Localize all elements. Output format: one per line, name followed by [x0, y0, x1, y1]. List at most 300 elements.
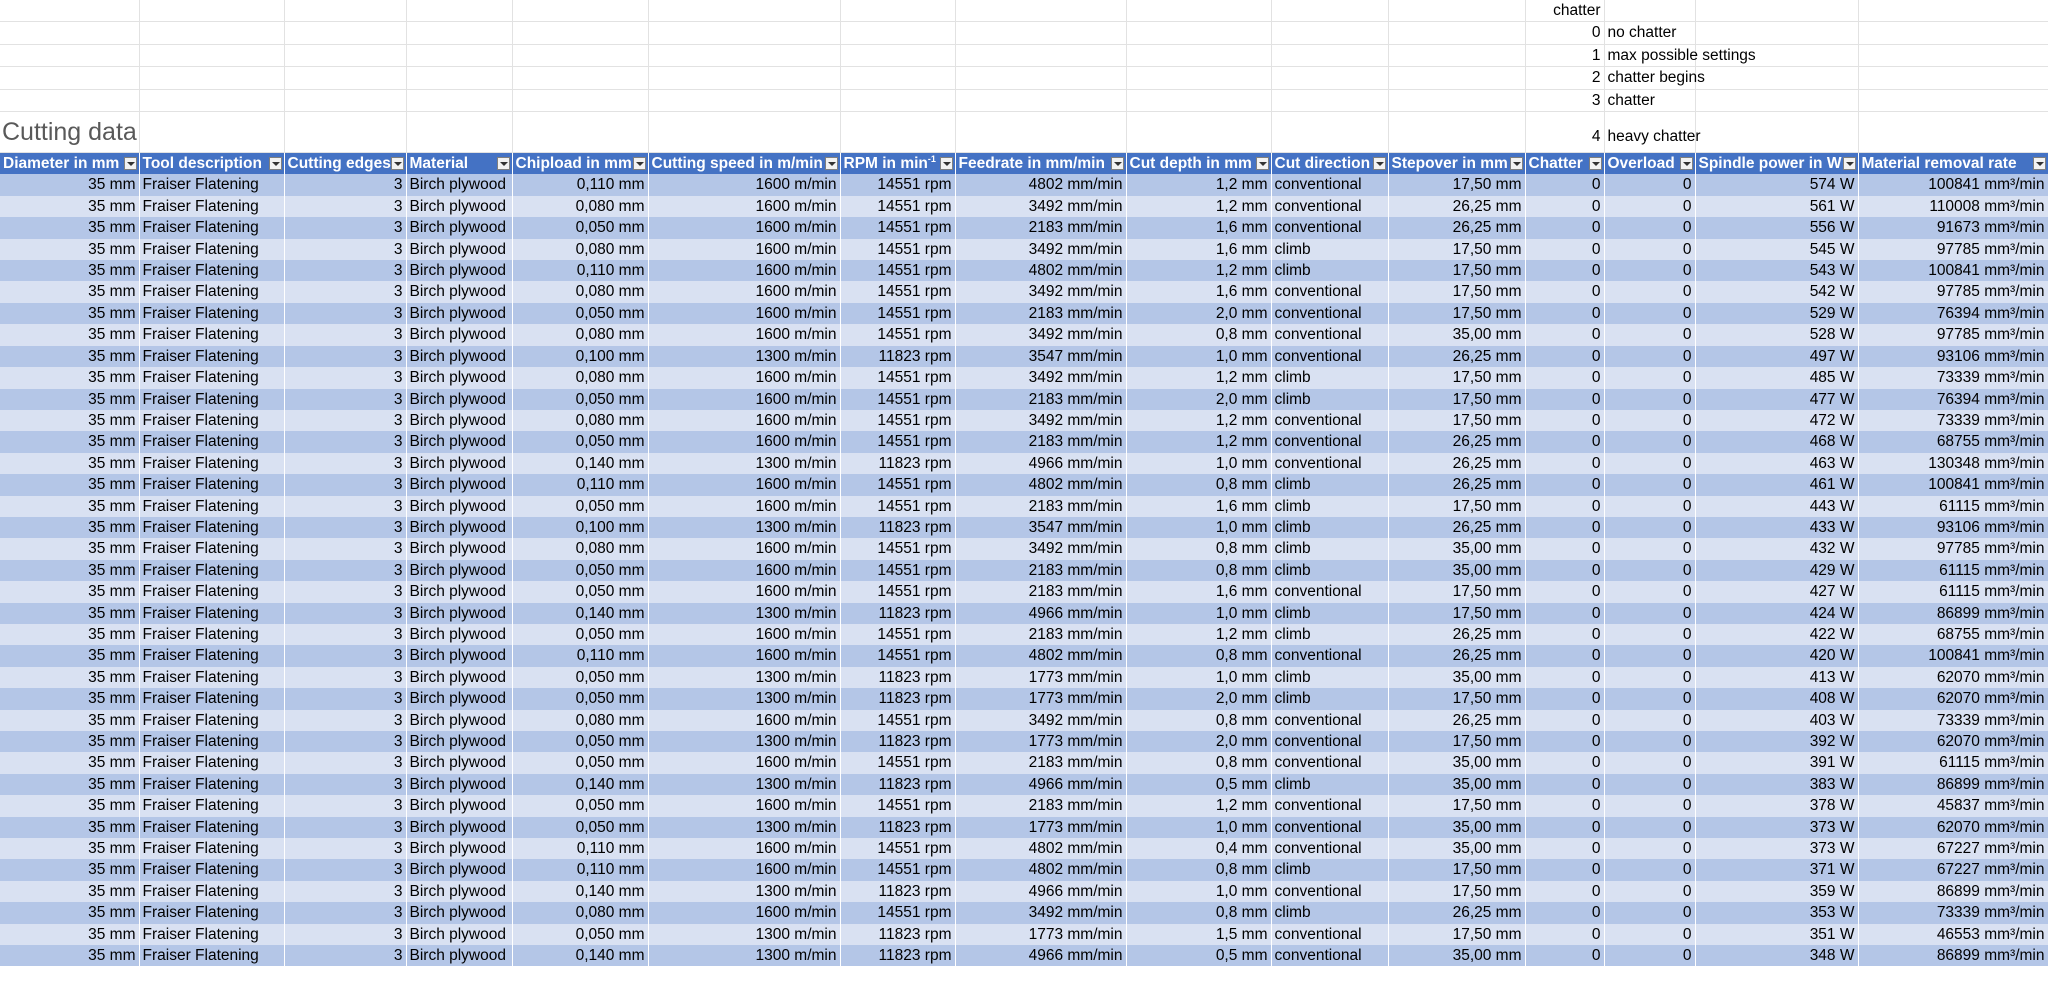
cell-spindle-power-in-w[interactable]: 472 W — [1695, 410, 1858, 431]
cell-spindle-power-in-w[interactable]: 373 W — [1695, 817, 1858, 838]
cell-spindle-power-in-w[interactable]: 529 W — [1695, 303, 1858, 324]
cell-stepover-in-mm[interactable]: 26,25 mm — [1388, 710, 1525, 731]
cell-cut-depth-in-mm[interactable]: 1,2 mm — [1126, 410, 1271, 431]
legend-code[interactable]: 4 — [1525, 112, 1604, 153]
cell-stepover-in-mm[interactable]: 35,00 mm — [1388, 667, 1525, 688]
filter-dropdown-icon[interactable] — [269, 157, 282, 170]
cell-feedrate-in-mm-min[interactable]: 1773 mm/min — [955, 688, 1126, 709]
cell-tool-description[interactable]: Fraiser Flatening — [139, 774, 284, 795]
cell-material[interactable]: Birch plywood — [406, 645, 512, 666]
cell-rpm-in-min[interactable]: 14551 rpm — [840, 260, 955, 281]
cell-spindle-power-in-w[interactable]: 427 W — [1695, 581, 1858, 602]
cell-chatter[interactable]: 0 — [1525, 795, 1604, 816]
cell-material-removal-rate[interactable]: 73339 mm³/min — [1858, 902, 2048, 923]
cell-tool-description[interactable]: Fraiser Flatening — [139, 581, 284, 602]
cell-feedrate-in-mm-min[interactable]: 2183 mm/min — [955, 560, 1126, 581]
cell-tool-description[interactable]: Fraiser Flatening — [139, 881, 284, 902]
cell-diameter-in-mm[interactable]: 35 mm — [0, 217, 139, 238]
cell-cut-depth-in-mm[interactable]: 1,2 mm — [1126, 174, 1271, 195]
cell-cutting-speed-in-m-min[interactable]: 1600 m/min — [648, 367, 840, 388]
cell-rpm-in-min[interactable]: 14551 rpm — [840, 389, 955, 410]
cell-cut-direction[interactable]: conventional — [1271, 752, 1388, 773]
filter-dropdown-icon[interactable] — [1510, 157, 1523, 170]
cell-cut-direction[interactable]: climb — [1271, 688, 1388, 709]
cell-stepover-in-mm[interactable]: 17,50 mm — [1388, 239, 1525, 260]
cell-cutting-edges[interactable]: 3 — [284, 710, 406, 731]
cell-rpm-in-min[interactable]: 11823 rpm — [840, 774, 955, 795]
cell-overload[interactable]: 0 — [1604, 624, 1695, 645]
cell-material[interactable]: Birch plywood — [406, 260, 512, 281]
cell-material-removal-rate[interactable]: 67227 mm³/min — [1858, 859, 2048, 880]
header-cutting-speed-in-m-min[interactable] — [648, 153, 840, 175]
cell-cut-direction[interactable]: climb — [1271, 859, 1388, 880]
cell-rpm-in-min[interactable]: 11823 rpm — [840, 346, 955, 367]
table-title[interactable]: Cutting data — [0, 112, 139, 153]
header-chipload-in-mm[interactable] — [512, 153, 648, 175]
cell-material-removal-rate[interactable]: 62070 mm³/min — [1858, 688, 2048, 709]
cell-chipload-in-mm[interactable]: 0,080 mm — [512, 538, 648, 559]
cell-overload[interactable]: 0 — [1604, 688, 1695, 709]
cell-spindle-power-in-w[interactable]: 485 W — [1695, 367, 1858, 388]
cell-cutting-edges[interactable]: 3 — [284, 324, 406, 345]
cell-feedrate-in-mm-min[interactable]: 1773 mm/min — [955, 667, 1126, 688]
cell-cut-direction[interactable]: climb — [1271, 774, 1388, 795]
cell-overload[interactable]: 0 — [1604, 645, 1695, 666]
cell-cutting-edges[interactable]: 3 — [284, 902, 406, 923]
cell-tool-description[interactable]: Fraiser Flatening — [139, 859, 284, 880]
cell-diameter-in-mm[interactable]: 35 mm — [0, 902, 139, 923]
cell-diameter-in-mm[interactable]: 35 mm — [0, 453, 139, 474]
cell-cutting-speed-in-m-min[interactable]: 1600 m/min — [648, 174, 840, 195]
cell-cutting-speed-in-m-min[interactable]: 1300 m/min — [648, 688, 840, 709]
cell-chipload-in-mm[interactable]: 0,080 mm — [512, 902, 648, 923]
cell-chatter[interactable]: 0 — [1525, 389, 1604, 410]
cell-tool-description[interactable]: Fraiser Flatening — [139, 431, 284, 452]
cell-chatter[interactable]: 0 — [1525, 924, 1604, 945]
cell-cut-depth-in-mm[interactable]: 1,2 mm — [1126, 196, 1271, 217]
cell-cutting-speed-in-m-min[interactable]: 1600 m/min — [648, 902, 840, 923]
cell-cut-depth-in-mm[interactable]: 0,8 mm — [1126, 902, 1271, 923]
cell-spindle-power-in-w[interactable]: 429 W — [1695, 560, 1858, 581]
cell-overload[interactable]: 0 — [1604, 817, 1695, 838]
cell-cut-depth-in-mm[interactable]: 1,2 mm — [1126, 367, 1271, 388]
cell-chatter[interactable]: 0 — [1525, 174, 1604, 195]
cell-cut-depth-in-mm[interactable]: 1,0 mm — [1126, 346, 1271, 367]
cell-chatter[interactable]: 0 — [1525, 217, 1604, 238]
cell-diameter-in-mm[interactable]: 35 mm — [0, 731, 139, 752]
cell-material[interactable]: Birch plywood — [406, 774, 512, 795]
cell-material[interactable]: Birch plywood — [406, 474, 512, 495]
cell-material-removal-rate[interactable]: 100841 mm³/min — [1858, 474, 2048, 495]
cell-diameter-in-mm[interactable]: 35 mm — [0, 496, 139, 517]
cell-material-removal-rate[interactable]: 130348 mm³/min — [1858, 453, 2048, 474]
cell-stepover-in-mm[interactable]: 35,00 mm — [1388, 538, 1525, 559]
cell-chatter[interactable]: 0 — [1525, 431, 1604, 452]
cell-cutting-edges[interactable]: 3 — [284, 431, 406, 452]
cell-chatter[interactable]: 0 — [1525, 239, 1604, 260]
cell-tool-description[interactable]: Fraiser Flatening — [139, 538, 284, 559]
cell-material-removal-rate[interactable]: 67227 mm³/min — [1858, 838, 2048, 859]
cell-stepover-in-mm[interactable]: 17,50 mm — [1388, 603, 1525, 624]
cell-material[interactable]: Birch plywood — [406, 945, 512, 966]
cell-overload[interactable]: 0 — [1604, 752, 1695, 773]
cell-tool-description[interactable]: Fraiser Flatening — [139, 389, 284, 410]
cell-tool-description[interactable]: Fraiser Flatening — [139, 731, 284, 752]
cell-cut-depth-in-mm[interactable]: 1,6 mm — [1126, 496, 1271, 517]
cell-material-removal-rate[interactable]: 62070 mm³/min — [1858, 731, 2048, 752]
cell-spindle-power-in-w[interactable]: 420 W — [1695, 645, 1858, 666]
cell-material[interactable]: Birch plywood — [406, 838, 512, 859]
cell-material-removal-rate[interactable]: 68755 mm³/min — [1858, 624, 2048, 645]
cell-material[interactable]: Birch plywood — [406, 731, 512, 752]
cell-cutting-edges[interactable]: 3 — [284, 688, 406, 709]
cell-cutting-edges[interactable]: 3 — [284, 281, 406, 302]
cell-tool-description[interactable]: Fraiser Flatening — [139, 795, 284, 816]
legend-label[interactable]: heavy chatter — [1604, 112, 1695, 153]
cell-overload[interactable]: 0 — [1604, 346, 1695, 367]
cell-material-removal-rate[interactable]: 91673 mm³/min — [1858, 217, 2048, 238]
cell-cut-direction[interactable]: conventional — [1271, 945, 1388, 966]
cell-diameter-in-mm[interactable]: 35 mm — [0, 346, 139, 367]
cell-spindle-power-in-w[interactable]: 392 W — [1695, 731, 1858, 752]
header-tool-description[interactable] — [139, 153, 284, 175]
cell-overload[interactable]: 0 — [1604, 603, 1695, 624]
cell-cutting-speed-in-m-min[interactable]: 1600 m/min — [648, 581, 840, 602]
cell-stepover-in-mm[interactable]: 35,00 mm — [1388, 752, 1525, 773]
cell-tool-description[interactable]: Fraiser Flatening — [139, 924, 284, 945]
cell-chatter[interactable]: 0 — [1525, 260, 1604, 281]
cell-stepover-in-mm[interactable]: 26,25 mm — [1388, 517, 1525, 538]
cell-rpm-in-min[interactable]: 14551 rpm — [840, 303, 955, 324]
legend-label[interactable]: chatter begins — [1604, 67, 1695, 89]
cell-chatter[interactable]: 0 — [1525, 838, 1604, 859]
cell-material-removal-rate[interactable]: 93106 mm³/min — [1858, 517, 2048, 538]
filter-dropdown-icon[interactable] — [497, 157, 510, 170]
cell-feedrate-in-mm-min[interactable]: 2183 mm/min — [955, 581, 1126, 602]
cell-cut-direction[interactable]: climb — [1271, 367, 1388, 388]
cell-feedrate-in-mm-min[interactable]: 4966 mm/min — [955, 453, 1126, 474]
cell-feedrate-in-mm-min[interactable]: 4966 mm/min — [955, 603, 1126, 624]
cell-chatter[interactable]: 0 — [1525, 624, 1604, 645]
cell-tool-description[interactable]: Fraiser Flatening — [139, 474, 284, 495]
cell-chipload-in-mm[interactable]: 0,100 mm — [512, 346, 648, 367]
cell-diameter-in-mm[interactable]: 35 mm — [0, 389, 139, 410]
cell-cut-depth-in-mm[interactable]: 1,0 mm — [1126, 817, 1271, 838]
cell-material-removal-rate[interactable]: 76394 mm³/min — [1858, 303, 2048, 324]
cell-cut-direction[interactable]: conventional — [1271, 581, 1388, 602]
cell-cut-depth-in-mm[interactable]: 2,0 mm — [1126, 389, 1271, 410]
cell-spindle-power-in-w[interactable]: 383 W — [1695, 774, 1858, 795]
cell-material-removal-rate[interactable]: 93106 mm³/min — [1858, 346, 2048, 367]
header-chatter[interactable] — [1525, 153, 1604, 175]
cell-cutting-speed-in-m-min[interactable]: 1600 m/min — [648, 538, 840, 559]
cell-cut-depth-in-mm[interactable]: 0,5 mm — [1126, 774, 1271, 795]
cell-rpm-in-min[interactable]: 14551 rpm — [840, 324, 955, 345]
cell-material[interactable]: Birch plywood — [406, 217, 512, 238]
cell-feedrate-in-mm-min[interactable]: 4802 mm/min — [955, 838, 1126, 859]
cell-cut-depth-in-mm[interactable]: 0,8 mm — [1126, 752, 1271, 773]
cell-chatter[interactable]: 0 — [1525, 303, 1604, 324]
cell-material[interactable]: Birch plywood — [406, 496, 512, 517]
header-cutting-edges[interactable] — [284, 153, 406, 175]
cell-tool-description[interactable]: Fraiser Flatening — [139, 196, 284, 217]
cell-material[interactable]: Birch plywood — [406, 881, 512, 902]
cell-diameter-in-mm[interactable]: 35 mm — [0, 239, 139, 260]
cell-rpm-in-min[interactable]: 11823 rpm — [840, 881, 955, 902]
cell-spindle-power-in-w[interactable]: 545 W — [1695, 239, 1858, 260]
cell-chipload-in-mm[interactable]: 0,140 mm — [512, 774, 648, 795]
cell-chatter[interactable]: 0 — [1525, 774, 1604, 795]
cell-rpm-in-min[interactable]: 14551 rpm — [840, 560, 955, 581]
cell-cut-direction[interactable]: climb — [1271, 538, 1388, 559]
filter-dropdown-icon[interactable] — [1589, 157, 1602, 170]
cell-cut-direction[interactable]: conventional — [1271, 303, 1388, 324]
cell-cut-direction[interactable]: climb — [1271, 474, 1388, 495]
cell-cutting-edges[interactable]: 3 — [284, 217, 406, 238]
cell-rpm-in-min[interactable]: 14551 rpm — [840, 496, 955, 517]
cell-chipload-in-mm[interactable]: 0,080 mm — [512, 410, 648, 431]
cell-rpm-in-min[interactable]: 14551 rpm — [840, 174, 955, 195]
cell-diameter-in-mm[interactable]: 35 mm — [0, 196, 139, 217]
cell-material-removal-rate[interactable]: 110008 mm³/min — [1858, 196, 2048, 217]
cell-material[interactable]: Birch plywood — [406, 453, 512, 474]
cell-cut-direction[interactable]: conventional — [1271, 453, 1388, 474]
cell-stepover-in-mm[interactable]: 26,25 mm — [1388, 196, 1525, 217]
cell-rpm-in-min[interactable]: 14551 rpm — [840, 838, 955, 859]
cell-rpm-in-min[interactable]: 14551 rpm — [840, 431, 955, 452]
cell-chipload-in-mm[interactable]: 0,110 mm — [512, 260, 648, 281]
cell-overload[interactable]: 0 — [1604, 538, 1695, 559]
cell-material[interactable]: Birch plywood — [406, 239, 512, 260]
cell-rpm-in-min[interactable]: 14551 rpm — [840, 902, 955, 923]
cell-stepover-in-mm[interactable]: 17,50 mm — [1388, 881, 1525, 902]
cell-diameter-in-mm[interactable]: 35 mm — [0, 924, 139, 945]
cell-diameter-in-mm[interactable]: 35 mm — [0, 410, 139, 431]
cell-cutting-speed-in-m-min[interactable]: 1300 m/min — [648, 945, 840, 966]
cell-diameter-in-mm[interactable]: 35 mm — [0, 645, 139, 666]
cell-cutting-edges[interactable]: 3 — [284, 645, 406, 666]
cell-cut-depth-in-mm[interactable]: 1,0 mm — [1126, 453, 1271, 474]
cell-material[interactable]: Birch plywood — [406, 667, 512, 688]
cell-tool-description[interactable]: Fraiser Flatening — [139, 624, 284, 645]
cell-material-removal-rate[interactable]: 100841 mm³/min — [1858, 174, 2048, 195]
cell-cutting-edges[interactable]: 3 — [284, 517, 406, 538]
cell-cut-depth-in-mm[interactable]: 0,8 mm — [1126, 324, 1271, 345]
cell-cutting-speed-in-m-min[interactable]: 1600 m/min — [648, 496, 840, 517]
cell-cut-direction[interactable]: conventional — [1271, 795, 1388, 816]
cell-feedrate-in-mm-min[interactable]: 3492 mm/min — [955, 410, 1126, 431]
cell-feedrate-in-mm-min[interactable]: 2183 mm/min — [955, 624, 1126, 645]
cell-chipload-in-mm[interactable]: 0,050 mm — [512, 624, 648, 645]
cell-cut-depth-in-mm[interactable]: 1,2 mm — [1126, 260, 1271, 281]
cell-overload[interactable]: 0 — [1604, 260, 1695, 281]
filter-dropdown-icon[interactable] — [1256, 157, 1269, 170]
legend-code[interactable]: 0 — [1525, 22, 1604, 44]
cell-feedrate-in-mm-min[interactable]: 2183 mm/min — [955, 431, 1126, 452]
cell-diameter-in-mm[interactable]: 35 mm — [0, 174, 139, 195]
cell-cut-depth-in-mm[interactable]: 1,0 mm — [1126, 517, 1271, 538]
cell-overload[interactable]: 0 — [1604, 859, 1695, 880]
cell-cut-depth-in-mm[interactable]: 1,0 mm — [1126, 881, 1271, 902]
cell-diameter-in-mm[interactable]: 35 mm — [0, 538, 139, 559]
cell-chipload-in-mm[interactable]: 0,080 mm — [512, 324, 648, 345]
cell-cut-depth-in-mm[interactable]: 0,4 mm — [1126, 838, 1271, 859]
cell-overload[interactable]: 0 — [1604, 174, 1695, 195]
cell-tool-description[interactable]: Fraiser Flatening — [139, 902, 284, 923]
cell-stepover-in-mm[interactable]: 26,25 mm — [1388, 474, 1525, 495]
cell-material-removal-rate[interactable]: 97785 mm³/min — [1858, 239, 2048, 260]
cell-chipload-in-mm[interactable]: 0,110 mm — [512, 174, 648, 195]
filter-dropdown-icon[interactable] — [2033, 157, 2046, 170]
cell-material[interactable]: Birch plywood — [406, 367, 512, 388]
cell-tool-description[interactable]: Fraiser Flatening — [139, 453, 284, 474]
cell-chatter[interactable]: 0 — [1525, 752, 1604, 773]
cell-stepover-in-mm[interactable]: 26,25 mm — [1388, 624, 1525, 645]
cell-rpm-in-min[interactable]: 11823 rpm — [840, 603, 955, 624]
legend-code[interactable]: 3 — [1525, 89, 1604, 111]
cell-overload[interactable]: 0 — [1604, 731, 1695, 752]
cell-cut-direction[interactable]: climb — [1271, 560, 1388, 581]
cell-rpm-in-min[interactable]: 11823 rpm — [840, 924, 955, 945]
cell-cut-depth-in-mm[interactable]: 1,0 mm — [1126, 603, 1271, 624]
cell-overload[interactable]: 0 — [1604, 795, 1695, 816]
cell-diameter-in-mm[interactable]: 35 mm — [0, 324, 139, 345]
filter-dropdown-icon[interactable] — [1843, 157, 1856, 170]
filter-dropdown-icon[interactable] — [825, 157, 838, 170]
cell-cutting-speed-in-m-min[interactable]: 1600 m/min — [648, 324, 840, 345]
header-stepover-in-mm[interactable] — [1388, 153, 1525, 175]
cell-cutting-speed-in-m-min[interactable]: 1600 m/min — [648, 410, 840, 431]
cell-overload[interactable]: 0 — [1604, 431, 1695, 452]
cell-cut-direction[interactable]: conventional — [1271, 324, 1388, 345]
cell-chipload-in-mm[interactable]: 0,080 mm — [512, 281, 648, 302]
cell-spindle-power-in-w[interactable]: 371 W — [1695, 859, 1858, 880]
cell-rpm-in-min[interactable]: 14551 rpm — [840, 624, 955, 645]
cell-cut-depth-in-mm[interactable]: 0,5 mm — [1126, 945, 1271, 966]
cell-rpm-in-min[interactable]: 14551 rpm — [840, 217, 955, 238]
cell-diameter-in-mm[interactable]: 35 mm — [0, 688, 139, 709]
cell-cut-depth-in-mm[interactable]: 1,5 mm — [1126, 924, 1271, 945]
cell-feedrate-in-mm-min[interactable]: 2183 mm/min — [955, 752, 1126, 773]
cell-tool-description[interactable]: Fraiser Flatening — [139, 752, 284, 773]
cell-cut-direction[interactable]: conventional — [1271, 731, 1388, 752]
cell-chipload-in-mm[interactable]: 0,050 mm — [512, 752, 648, 773]
cell-cutting-edges[interactable]: 3 — [284, 496, 406, 517]
cell-cutting-speed-in-m-min[interactable]: 1300 m/min — [648, 346, 840, 367]
cell-diameter-in-mm[interactable]: 35 mm — [0, 367, 139, 388]
cell-cut-depth-in-mm[interactable]: 0,8 mm — [1126, 560, 1271, 581]
cell-cut-depth-in-mm[interactable]: 0,8 mm — [1126, 859, 1271, 880]
cell-chatter[interactable]: 0 — [1525, 410, 1604, 431]
cell-cut-direction[interactable]: conventional — [1271, 881, 1388, 902]
cell-material-removal-rate[interactable]: 61115 mm³/min — [1858, 752, 2048, 773]
legend-label[interactable]: chatter — [1604, 89, 1695, 111]
cell-feedrate-in-mm-min[interactable]: 2183 mm/min — [955, 795, 1126, 816]
cell-cut-depth-in-mm[interactable]: 0,8 mm — [1126, 474, 1271, 495]
cell-cutting-speed-in-m-min[interactable]: 1300 m/min — [648, 517, 840, 538]
cell-chatter[interactable]: 0 — [1525, 560, 1604, 581]
cell-cutting-edges[interactable]: 3 — [284, 560, 406, 581]
cell-chipload-in-mm[interactable]: 0,110 mm — [512, 474, 648, 495]
cell-cut-direction[interactable]: climb — [1271, 517, 1388, 538]
cell-cut-direction[interactable]: conventional — [1271, 924, 1388, 945]
cell-chatter[interactable]: 0 — [1525, 881, 1604, 902]
cell-diameter-in-mm[interactable]: 35 mm — [0, 859, 139, 880]
cell-cut-direction[interactable]: conventional — [1271, 174, 1388, 195]
cell-spindle-power-in-w[interactable]: 348 W — [1695, 945, 1858, 966]
cell-chatter[interactable]: 0 — [1525, 731, 1604, 752]
cell-spindle-power-in-w[interactable]: 461 W — [1695, 474, 1858, 495]
filter-dropdown-icon[interactable] — [1373, 157, 1386, 170]
cell-chatter[interactable]: 0 — [1525, 453, 1604, 474]
cell-cutting-speed-in-m-min[interactable]: 1300 m/min — [648, 881, 840, 902]
cell-feedrate-in-mm-min[interactable]: 3547 mm/min — [955, 517, 1126, 538]
cell-overload[interactable]: 0 — [1604, 281, 1695, 302]
cell-chatter[interactable]: 0 — [1525, 603, 1604, 624]
cell-feedrate-in-mm-min[interactable]: 4966 mm/min — [955, 881, 1126, 902]
cell-cut-direction[interactable]: conventional — [1271, 710, 1388, 731]
cell-cut-depth-in-mm[interactable]: 0,8 mm — [1126, 645, 1271, 666]
cell-material-removal-rate[interactable]: 86899 mm³/min — [1858, 774, 2048, 795]
cell-cutting-speed-in-m-min[interactable]: 1600 m/min — [648, 281, 840, 302]
cell-chatter[interactable]: 0 — [1525, 902, 1604, 923]
cell-material[interactable]: Birch plywood — [406, 560, 512, 581]
cell-tool-description[interactable]: Fraiser Flatening — [139, 667, 284, 688]
cell-cutting-speed-in-m-min[interactable]: 1300 m/min — [648, 731, 840, 752]
cell-cutting-edges[interactable]: 3 — [284, 924, 406, 945]
cell-chatter[interactable]: 0 — [1525, 281, 1604, 302]
cell-rpm-in-min[interactable]: 11823 rpm — [840, 731, 955, 752]
cell-rpm-in-min[interactable]: 14551 rpm — [840, 367, 955, 388]
cell-cutting-speed-in-m-min[interactable]: 1600 m/min — [648, 859, 840, 880]
cell-feedrate-in-mm-min[interactable]: 3492 mm/min — [955, 538, 1126, 559]
cell-chipload-in-mm[interactable]: 0,050 mm — [512, 389, 648, 410]
cell-chipload-in-mm[interactable]: 0,050 mm — [512, 817, 648, 838]
cell-rpm-in-min[interactable]: 14551 rpm — [840, 410, 955, 431]
cell-material[interactable]: Birch plywood — [406, 538, 512, 559]
cell-stepover-in-mm[interactable]: 26,25 mm — [1388, 645, 1525, 666]
cell-tool-description[interactable]: Fraiser Flatening — [139, 945, 284, 966]
cell-cutting-speed-in-m-min[interactable]: 1600 m/min — [648, 474, 840, 495]
legend-heading[interactable]: chatter — [1525, 0, 1604, 22]
cell-overload[interactable]: 0 — [1604, 389, 1695, 410]
cell-stepover-in-mm[interactable]: 17,50 mm — [1388, 795, 1525, 816]
filter-dropdown-icon[interactable] — [1111, 157, 1124, 170]
cell-cutting-edges[interactable]: 3 — [284, 474, 406, 495]
cell-diameter-in-mm[interactable]: 35 mm — [0, 560, 139, 581]
cell-cut-direction[interactable]: climb — [1271, 603, 1388, 624]
cell-rpm-in-min[interactable]: 14551 rpm — [840, 645, 955, 666]
cell-stepover-in-mm[interactable]: 26,25 mm — [1388, 346, 1525, 367]
cell-tool-description[interactable]: Fraiser Flatening — [139, 645, 284, 666]
cell-tool-description[interactable]: Fraiser Flatening — [139, 688, 284, 709]
cell-chatter[interactable]: 0 — [1525, 517, 1604, 538]
cell-cut-direction[interactable]: climb — [1271, 902, 1388, 923]
cell-feedrate-in-mm-min[interactable]: 4802 mm/min — [955, 645, 1126, 666]
cell-chipload-in-mm[interactable]: 0,050 mm — [512, 924, 648, 945]
cell-spindle-power-in-w[interactable]: 424 W — [1695, 603, 1858, 624]
cell-diameter-in-mm[interactable]: 35 mm — [0, 431, 139, 452]
cell-stepover-in-mm[interactable]: 35,00 mm — [1388, 774, 1525, 795]
cell-diameter-in-mm[interactable]: 35 mm — [0, 817, 139, 838]
cell-overload[interactable]: 0 — [1604, 239, 1695, 260]
cell-feedrate-in-mm-min[interactable]: 3492 mm/min — [955, 367, 1126, 388]
cell-feedrate-in-mm-min[interactable]: 1773 mm/min — [955, 924, 1126, 945]
cell-material-removal-rate[interactable]: 61115 mm³/min — [1858, 496, 2048, 517]
cell-material[interactable]: Birch plywood — [406, 324, 512, 345]
cell-cutting-edges[interactable]: 3 — [284, 174, 406, 195]
cell-material-removal-rate[interactable]: 86899 mm³/min — [1858, 603, 2048, 624]
